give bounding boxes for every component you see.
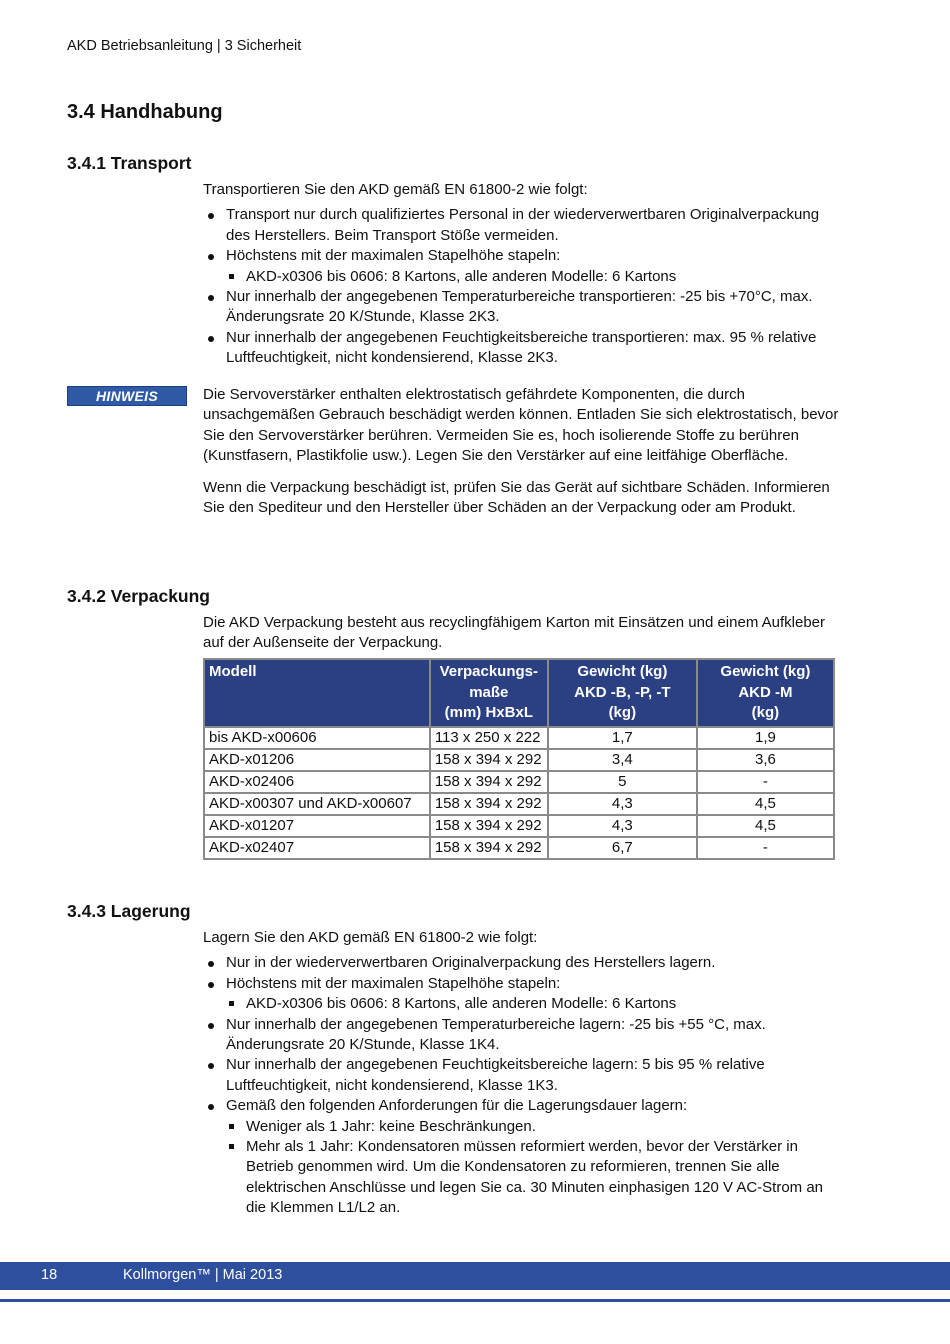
table-row [204, 771, 834, 793]
list-item: Nur innerhalb der angegebenen Feuchtigkeitsbereiche lagern: 5 bis 95 % relative Luftfeuchtigkeit, nicht kondensierend, Klasse 1K3. [203, 1055, 843, 1096]
storage-body [203, 928, 843, 1219]
cell-weight-m: 4,5 [697, 793, 834, 815]
cell-model: bis AKD-x00606 [204, 727, 430, 749]
cell-weight-m: 4,5 [697, 815, 834, 837]
packaging-intro: Die AKD Verpackung besteht aus recyclingfähigem Karton mit Einsätzen und einem Aufkleber auf der Außenseite der Verpackung. [203, 614, 826, 652]
section-title: 3.4 Handhabung [67, 101, 223, 123]
list-item: Nur in der wiederverwertbaren Originalverpackung des Herstellers lagern. [203, 953, 843, 973]
cell-weight-bpt: 5 [548, 771, 697, 793]
table-row [204, 837, 834, 859]
packaging-heading: 3.4.2 Verpackung [67, 586, 210, 606]
cell-dimensions: 158 x 394 x 292 [430, 749, 548, 771]
cell-model: AKD-x01207 [204, 815, 430, 837]
list-item [203, 974, 843, 1015]
column-header-weight-bpt: Gewicht (kg) AKD -B, -P, -T (kg) [548, 659, 697, 727]
cell-weight-m: 3,6 [697, 749, 834, 771]
cell-dimensions: 158 x 394 x 292 [430, 815, 548, 837]
cell-weight-bpt: 6,7 [548, 837, 697, 859]
page-number: 18 [41, 1267, 58, 1283]
cell-weight-bpt: 4,3 [548, 793, 697, 815]
table-row [204, 727, 834, 749]
list-item: Transport nur durch qualifiziertes Personal in der wiederverwertbaren Originalverpackung des Herstellers. Beim Transport Stöße vermeiden. [203, 205, 843, 246]
storage-list [203, 953, 843, 1218]
cell-weight-m: - [697, 771, 834, 793]
cell-weight-bpt: 4,3 [548, 815, 697, 837]
cell-weight-m: - [697, 837, 834, 859]
table-row [204, 793, 834, 815]
cell-model: AKD-x01206 [204, 749, 430, 771]
list-item: Nur innerhalb der angegebenen Temperaturbereiche transportieren: -25 bis +70°C, max. Änderungsrate 20 K/Stunde, Klasse 2K3. [203, 287, 843, 328]
list-item-text: Höchstens mit der maximalen Stapelhöhe stapeln: [226, 247, 561, 265]
cell-model: AKD-x02406 [204, 771, 430, 793]
footer-brand: Kollmorgen™ | Mai 2013 [123, 1267, 283, 1283]
list-item-text: Höchstens mit der maximalen Stapelhöhe stapeln: [226, 974, 561, 992]
table-row [204, 815, 834, 837]
list-item-text: Gemäß den folgenden Anforderungen für die Lagerungsdauer lagern: [226, 1097, 688, 1115]
notice-text [203, 385, 843, 518]
transport-list [203, 205, 843, 368]
column-header-dimensions: Verpackungs- maße (mm) HxBxL [430, 659, 548, 727]
cell-weight-bpt: 3,4 [548, 749, 697, 771]
cell-dimensions: 113 x 250 x 222 [430, 727, 548, 749]
sub-list-item: AKD-x0306 bis 0606: 8 Kartons, alle anderen Modelle: 6 Kartons [226, 994, 843, 1014]
sub-list-item: Mehr als 1 Jahr: Kondensatoren müssen reformiert werden, bevor der Verstärker in Betrieb genommen wird. Um die Kondensatoren zu reformieren, trennen Sie alle elektrischen Anschlüsse und legen Sie ca. 30 Minuten einphasigen 120 V AC-Strom an die Klemmen L1/L2 an. [226, 1137, 843, 1219]
cell-dimensions: 158 x 394 x 292 [430, 771, 548, 793]
packaging-table [203, 658, 835, 860]
column-header-weight-m: Gewicht (kg) AKD -M (kg) [697, 659, 834, 727]
cell-dimensions: 158 x 394 x 292 [430, 793, 548, 815]
transport-body [203, 180, 843, 369]
notice-badge: HINWEIS [67, 386, 187, 406]
cell-dimensions: 158 x 394 x 292 [430, 837, 548, 859]
damage-paragraph: Wenn die Verpackung beschädigt ist, prüfen Sie das Gerät auf sichtbare Schäden. Informieren Sie den Spediteur und den Hersteller über Schäden an der Verpackung oder am Produkt. [203, 478, 830, 517]
list-item [203, 246, 843, 287]
footer-rule [0, 1299, 950, 1302]
transport-intro: Transportieren Sie den AKD gemäß EN 61800-2 wie folgt: [203, 181, 588, 198]
list-item: Nur innerhalb der angegebenen Feuchtigkeitsbereiche transportieren: max. 95 % relative Luftfeuchtigkeit, nicht kondensierend, Klasse 2K3. [203, 328, 843, 369]
sub-list-item: AKD-x0306 bis 0606: 8 Kartons, alle anderen Modelle: 6 Kartons [226, 267, 843, 287]
cell-weight-m: 1,9 [697, 727, 834, 749]
cell-model: AKD-x00307 und AKD-x00607 [204, 793, 430, 815]
running-head: AKD Betriebsanleitung | 3 Sicherheit [67, 38, 302, 54]
storage-intro: Lagern Sie den AKD gemäß EN 61800-2 wie folgt: [203, 929, 538, 946]
table-row [204, 749, 834, 771]
storage-heading: 3.4.3 Lagerung [67, 901, 191, 921]
list-item [203, 1096, 843, 1218]
list-item: Nur innerhalb der angegebenen Temperaturbereiche lagern: -25 bis +55 °C, max. Änderungsrate 20 K/Stunde, Klasse 1K4. [203, 1015, 843, 1056]
table-header-row [204, 659, 834, 727]
column-header-model: Modell [204, 659, 430, 727]
cell-model: AKD-x02407 [204, 837, 430, 859]
transport-heading: 3.4.1 Transport [67, 153, 192, 173]
notice-paragraph: Die Servoverstärker enthalten elektrostatisch gefährdete Komponenten, die durch unsachgemäßen Gebrauch beschädigt werden können. Entladen Sie sich elektrostatisch, bevor Sie den Servoverstärker berühren. Vermeiden Sie es, hoch isolierende Stoffe zu berühren (Kunstfasern, Plastikfolie usw.). Legen Sie den Verstärker auf eine leitfähige Oberfläche. [203, 386, 839, 465]
sub-list-item: Weniger als 1 Jahr: keine Beschränkungen. [226, 1117, 843, 1137]
cell-weight-bpt: 1,7 [548, 727, 697, 749]
